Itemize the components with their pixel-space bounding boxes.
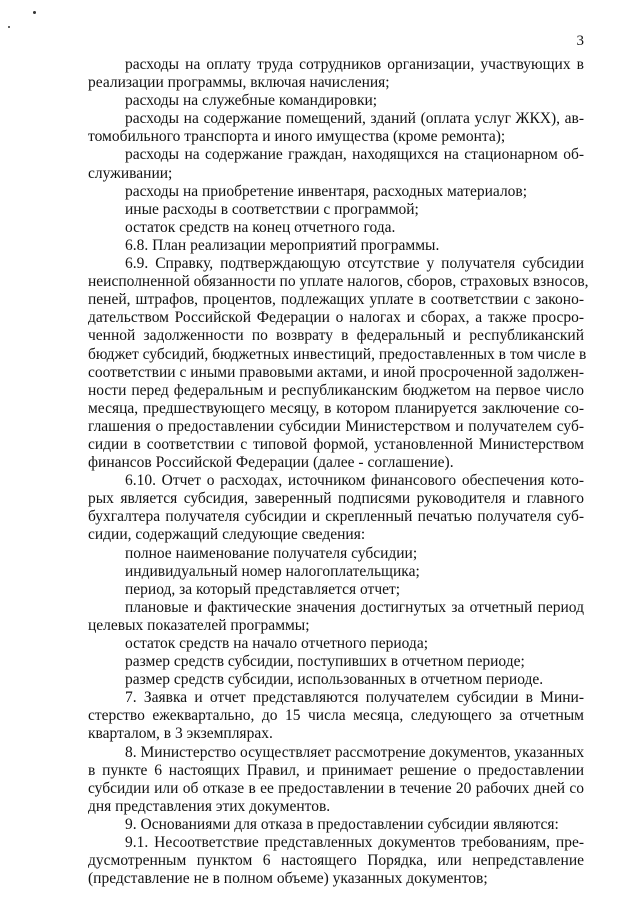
text-line: 7. Заявка и отчет представляются получателем субсидии в Мини-	[125, 689, 584, 707]
text-line: дня представления этих документов.	[88, 797, 331, 815]
text-line: в пункте 6 настоящих Правил, и принимает решение о предоставлении	[88, 761, 584, 779]
text-line: размер средств субсидии, использованных в отчетном периоде.	[125, 671, 544, 689]
text-line: (представление не в полном объеме) указанных документов;	[88, 870, 488, 888]
paragraph	[88, 201, 584, 219]
text-line: расходы на приобретение инвентаря, расходных материалов;	[125, 182, 528, 200]
text-line: остаток средств на конец отчетного года.	[125, 218, 396, 236]
text-line: ности перед федеральным и республиканским бюджетом на первое число	[88, 381, 584, 399]
scan-speck	[8, 26, 10, 28]
text-line: расходы на служебные командировки;	[125, 92, 378, 110]
text-line: 6.8. План реализации мероприятий программы.	[125, 236, 440, 254]
text-line: 6.10. Отчет о расходах, источником финансового обеспечения кото-	[125, 472, 584, 490]
text-line: остаток средств на начало отчетного периода;	[125, 635, 428, 652]
text-line: субсидии или об отказе в ее предоставлении в течение 20 рабочих дней со	[88, 779, 584, 797]
text-line: пеней, штрафов, процентов, подлежащих уплате в соответствии с законо-	[88, 291, 584, 309]
paragraph	[88, 581, 584, 599]
text-line: расходы на содержание помещений, зданий (оплата услуг ЖКХ), ав-	[125, 110, 584, 128]
paragraph	[88, 255, 589, 472]
paragraph	[88, 816, 584, 834]
text-line: дательством Российской Федерации о налогах и сборах, а также просро-	[88, 309, 584, 327]
text-line: полное наименование получателя субсидии;	[125, 544, 418, 562]
text-line: иные расходы в соответствии с программой;	[125, 200, 419, 218]
text-line: 6.9. Справку, подтверждающую отсутствие у получателя субсидии	[125, 255, 584, 273]
paragraph	[88, 92, 584, 110]
paragraph	[88, 653, 584, 671]
paragraph	[88, 219, 584, 237]
text-line: месяца, предшествующего месяцу, в котором планируется заключение со-	[88, 399, 584, 417]
scan-speck	[33, 11, 36, 14]
paragraph	[88, 744, 584, 816]
text-line: ченной задолженности по возврату в федеральный и республиканский	[88, 327, 584, 345]
paragraph	[88, 834, 584, 888]
text-line: глашения о предоставлении субсидии Министерством и получателем суб-	[88, 417, 584, 435]
paragraph	[88, 472, 584, 544]
text-line: сидии, содержащий следующие сведения:	[88, 526, 366, 544]
text-line: размер средств субсидии, поступивших в отчетном периоде;	[125, 653, 525, 671]
text-line: плановые и фактические значения достигнутых за отчетный период	[125, 598, 584, 616]
paragraph	[88, 635, 584, 653]
text-line: стерство ежеквартально, до 15 числа месяца, следующего за отчетным	[88, 707, 584, 725]
paragraph	[88, 110, 584, 146]
text-line: сидии в соответствии с типовой формой, установленной Министерством	[88, 435, 584, 453]
text-line: целевых показателей программы;	[88, 616, 310, 634]
text-line: рых является субсидия, заверенный подписями руководителя и главного	[88, 490, 584, 508]
text-line: 9.1. Несоответствие представленных документов требованиям, пре-	[125, 834, 584, 852]
paragraph	[88, 183, 584, 201]
text-line: дусмотренным пунктом 6 настоящего Порядка, или непредставление	[88, 852, 584, 870]
paragraph	[88, 599, 584, 635]
page-number: 3	[576, 33, 584, 49]
text-line: индивидуальный номер налогоплательщика;	[125, 562, 420, 580]
text-line: 9. Основаниями для отказа в предоставлении субсидии являются:	[125, 815, 559, 833]
text-line: 8. Министерство осуществляет рассмотрение документов, указанных	[125, 743, 585, 761]
text-line: служивании;	[88, 164, 173, 182]
text-line: бухгалтера получателя субсидии и скрепленный печатью получателя суб-	[88, 508, 584, 526]
paragraph	[88, 563, 584, 581]
paragraph	[88, 671, 584, 689]
text-line: кварталом, в 3 экземплярах.	[88, 725, 273, 743]
text-line: неисполненной обязанности по уплате налогов, сборов, страховых взносов,	[88, 273, 589, 291]
document-body	[88, 56, 589, 888]
paragraph	[88, 545, 584, 563]
paragraph	[88, 237, 584, 255]
text-line: реализации программы, включая начисления;	[88, 74, 390, 92]
text-line: расходы на содержание граждан, находящихся на стационарном об-	[125, 146, 584, 164]
paragraph	[88, 689, 584, 743]
paragraph	[88, 146, 584, 182]
text-line: соответствии с иными правовыми актами, и иной просроченной задолжен-	[88, 363, 584, 381]
paragraph	[88, 56, 584, 92]
text-line: период, за который представляется отчет;	[125, 580, 401, 598]
text-line: расходы на оплату труда сотрудников организации, участвующих в	[125, 56, 584, 73]
text-line: бюджет субсидий, бюджетных инвестиций, предоставленных в том числе в	[88, 345, 587, 363]
text-line: финансов Российской Федерации (далее - соглашение).	[88, 454, 454, 472]
text-line: томобильного транспорта и иного имущества (кроме ремонта);	[88, 128, 506, 146]
